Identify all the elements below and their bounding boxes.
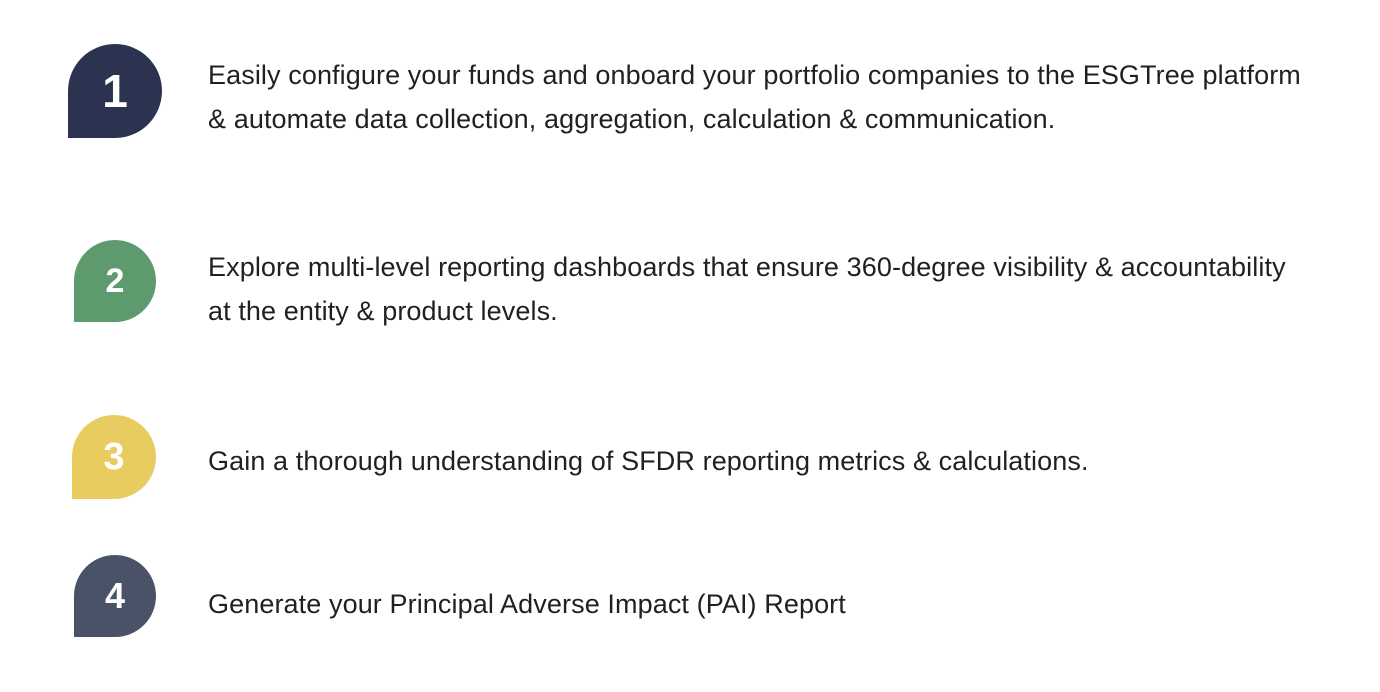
step-number-label-3: 3 [103,436,125,478]
step-number-label-4: 4 [104,575,126,616]
step-item-3 [0,415,1380,499]
step-number-label-2: 2 [105,262,125,300]
step-item-2 [0,240,1380,333]
step-number-badge-2 [74,240,156,322]
step-number-badge-3 [72,415,156,499]
step-description-3: Gain a thorough understanding of SFDR reporting metrics & calculations. [208,446,1089,476]
step-description-4: Generate your Principal Adverse Impact (PAI) Report [208,589,846,619]
step-number-label-1: 1 [102,65,128,117]
step-description-1: Easily configure your funds and onboard your portfolio companies to the ESGTree platform & automate data collection, aggregation, calculation & communication. [208,60,1301,134]
step-number-badge-1 [68,44,162,138]
step-item-1 [0,44,1380,141]
step-item-4 [0,555,1380,637]
step-description-2: Explore multi-level reporting dashboards that ensure 360-degree visibility & accountability at the entity & product levels. [208,252,1286,326]
step-number-badge-4 [74,555,156,637]
